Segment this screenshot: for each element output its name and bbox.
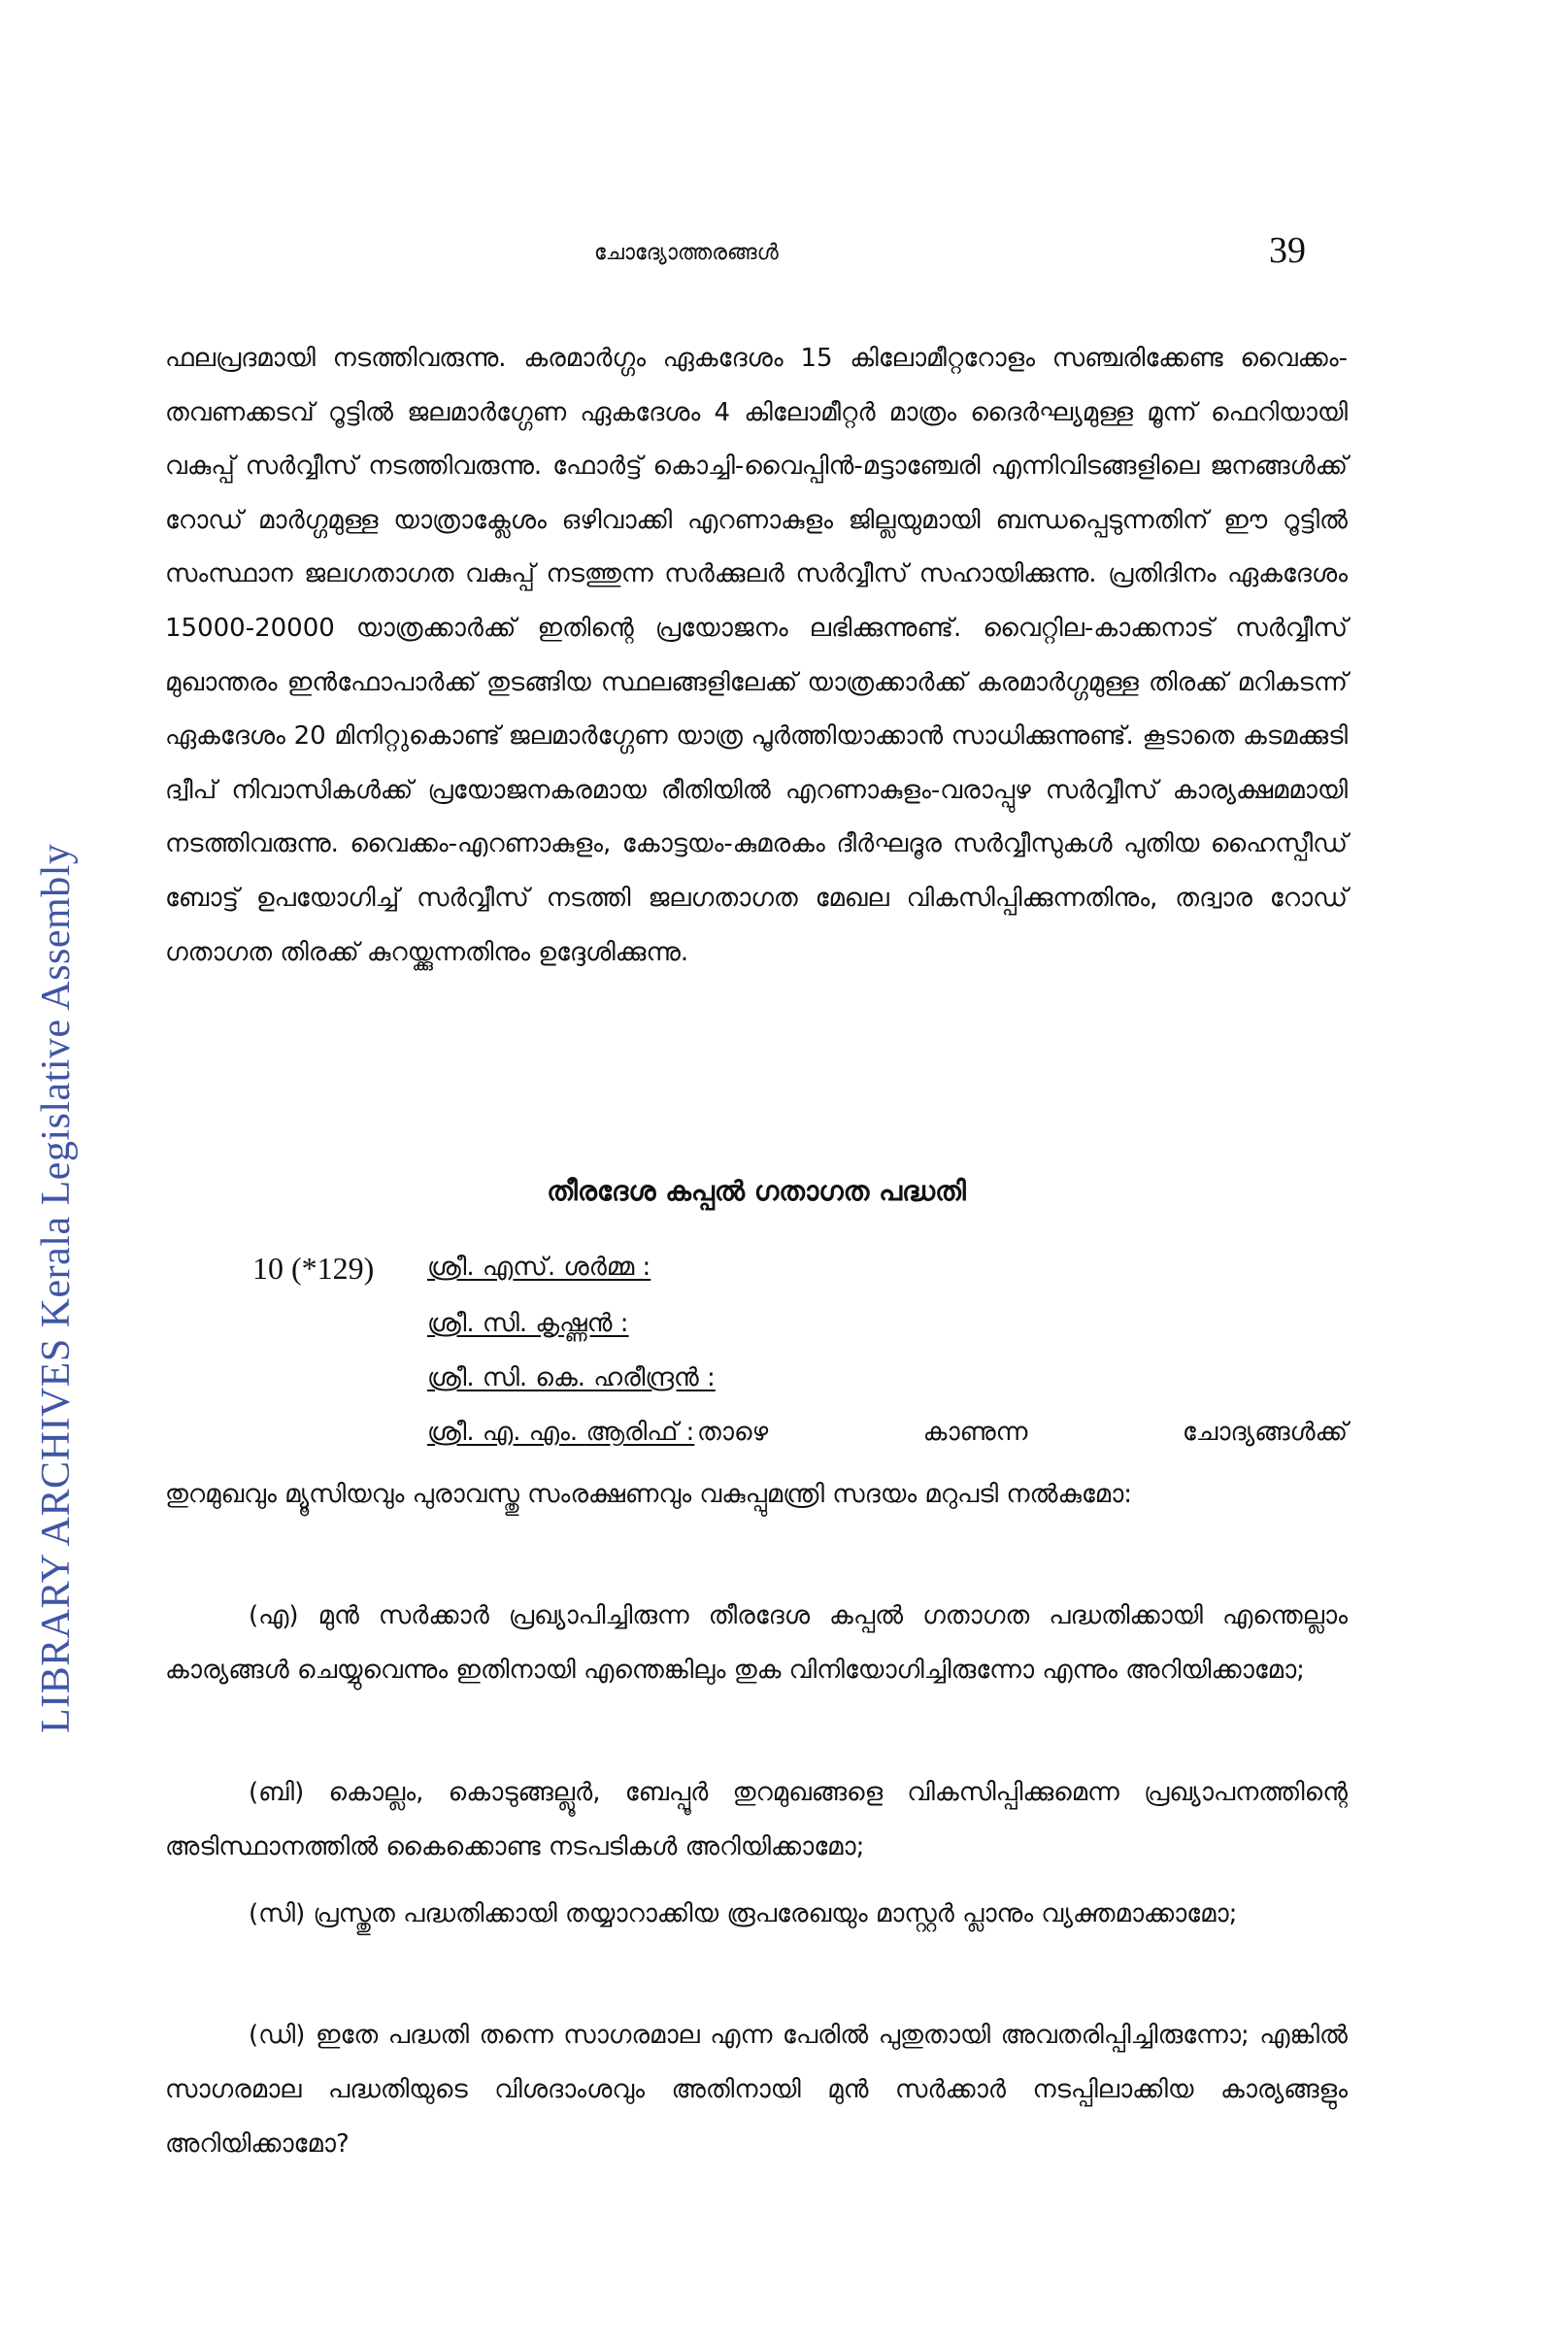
member-name: ശ്രീ. സി. കെ. ഹരീന്ദ്രൻ : [427,1363,716,1392]
sub-question-b: (ബി) കൊല്ലം, കൊടുങ്ങല്ലൂർ, ബേപ്പൂർ തുറമുഖങ്ങളെ വികസിപ്പിക്കുമെന്ന പ്രഖ്യാപനത്തിന്റെ അടിസ്ഥാനത്തിൽ കൈക്കൊണ്ട നടപടികൾ അറിയിക്കാമോ; [165,1778,1348,1861]
body-paragraph: ഫലപ്രദമായി നടത്തിവരുന്നു. കരമാർഗ്ഗം ഏകദേശം 15 കിലോമീറ്ററോളം സഞ്ചരിക്കേണ്ട വൈക്കം-തവണക്കടവ് റൂട്ടിൽ ജലമാർഗ്ഗേണ ഏകദേശം 4 കിലോമീറ്റർ മാത്രം ദൈർഘ്യമുള്ള മൂന്ന് ഫെറിയായി വകുപ്പ് സർവ്വീസ് നടത്തിവരുന്നു. ഫോർട്ട് കൊച്ചി-വൈപ്പിൻ-മട്ടാഞ്ചേരി എന്നിവിടങ്ങളിലെ ജനങ്ങൾക്ക് റോഡ് മാർഗ്ഗമുള്ള യാത്രാക്ലേശം ഒഴിവാക്കി എറണാകുളം ജില്ലയുമായി ബന്ധപ്പെടുന്നതിന് ഈ റൂട്ടിൽ സംസ്ഥാന ജലഗതാഗത വകുപ്പ് നടത്തുന്ന സർക്കുലർ സർവ്വീസ് സഹായിക്കുന്നു. പ്രതിദിനം ഏകദേശം 15000-20000 യാത്രക്കാർക്ക് ഇതിന്റെ പ്രയോജനം ലഭിക്കുന്നുണ്ട്. വൈറ്റില-കാക്കനാട് സർവ്വീസ് മുഖാന്തരം ഇൻഫോപാർക്ക് തുടങ്ങിയ സ്ഥലങ്ങളിലേക്ക് യാത്രക്കാർക്ക് കരമാർഗ്ഗമുള്ള തിരക്ക് മറികടന്ന് ഏകദേശം 20 മിനിറ്റുകൊണ്ട് ജലമാർഗ്ഗേണ യാത്ര പൂർത്തിയാക്കാൻ സാധിക്കുന്നുണ്ട്. കൂടാതെ കടമക്കുടി ദ്വീപ് നിവാസികൾക്ക് പ്രയോജനകരമായ രീതിയിൽ എറണാകുളം-വരാപ്പുഴ സർവ്വീസ് കാര്യക്ഷമമായി നടത്തിവരുന്നു. വൈക്കം-എറണാകുളം, കോട്ടയം-കുമരകം ദീർഘദൂര സർവ്വീസുകൾ പുതിയ ഹൈസ്പീഡ് ബോട്ട് ഉപയോഗിച്ച് സർവ്വീസ് നടത്തി ജലഗതാഗത മേഖല വികസിപ്പിക്കുന്നതിനും, തദ്വാര റോഡ് ഗതാഗത തിരക്ക് കുറയ്ക്കുന്നതിനും ഉദ്ദേശിക്കുന്നു. [165,344,1348,967]
section-title: തീരദേശ കപ്പൽ ഗതാഗത പദ്ധതി [547,1175,966,1207]
running-header: ചോദ്യോത്തരങ്ങൾ [594,241,779,265]
member-name: ശ്രീ. സി. കൃഷ്ണൻ : [427,1309,629,1338]
page-number: 39 [1269,230,1306,271]
member-name: ശ്രീ. എ. എം. ആരിഫ് : [427,1418,695,1447]
member-name: ശ്രീ. എസ്. ശർമ്മ : [427,1253,651,1282]
sub-question-a: (എ) മുൻ സർക്കാർ പ്രഖ്യാപിച്ചിരുന്ന തീരദേശ കപ്പൽ ഗതാഗത പദ്ധതിക്കായി എന്തെല്ലാം കാര്യങ്ങൾ ചെയ്യുവെന്നും ഇതിനായി എന്തെങ്കിലും തുക വിനിയോഗിച്ചിരുന്നോ എന്നും അറിയിക്കാമോ; [165,1601,1348,1685]
question-intro-continued: തുറമുഖവും മ്യൂസിയവും പുരാവസ്തു സംരക്ഷണവും വകുപ്പുമന്ത്രി സദയം മറുപടി നൽകുമോ: [165,1480,1133,1509]
sub-question-d: (ഡി) ഇതേ പദ്ധതി തന്നെ സാഗരമാല എന്ന പേരിൽ പുതുതായി അവതരിപ്പിച്ചിരുന്നോ; എങ്കിൽ സാഗരമാല പദ്ധതിയുടെ വിശദാംശവും അതിനായി മുൻ സർക്കാർ നടപ്പിലാക്കിയ കാര്യങ്ങളും അറിയിക്കാമോ? [165,2021,1348,2159]
question-intro: താഴെ കാണുന്ന ചോദ്യങ്ങൾക്ക് [697,1418,1348,1447]
library-watermark: LIBRARY ARCHIVES Kerala Legislative Assembly [34,843,79,1733]
sub-question-c: (സി) പ്രസ്തുത പദ്ധതിക്കായി തയ്യാറാക്കിയ രൂപരേഖയും മാസ്റ്റർ പ്ലാനും വ്യക്തമാക്കാമോ; [249,1899,1238,1928]
question-number: 10 (*129) [252,1251,375,1286]
